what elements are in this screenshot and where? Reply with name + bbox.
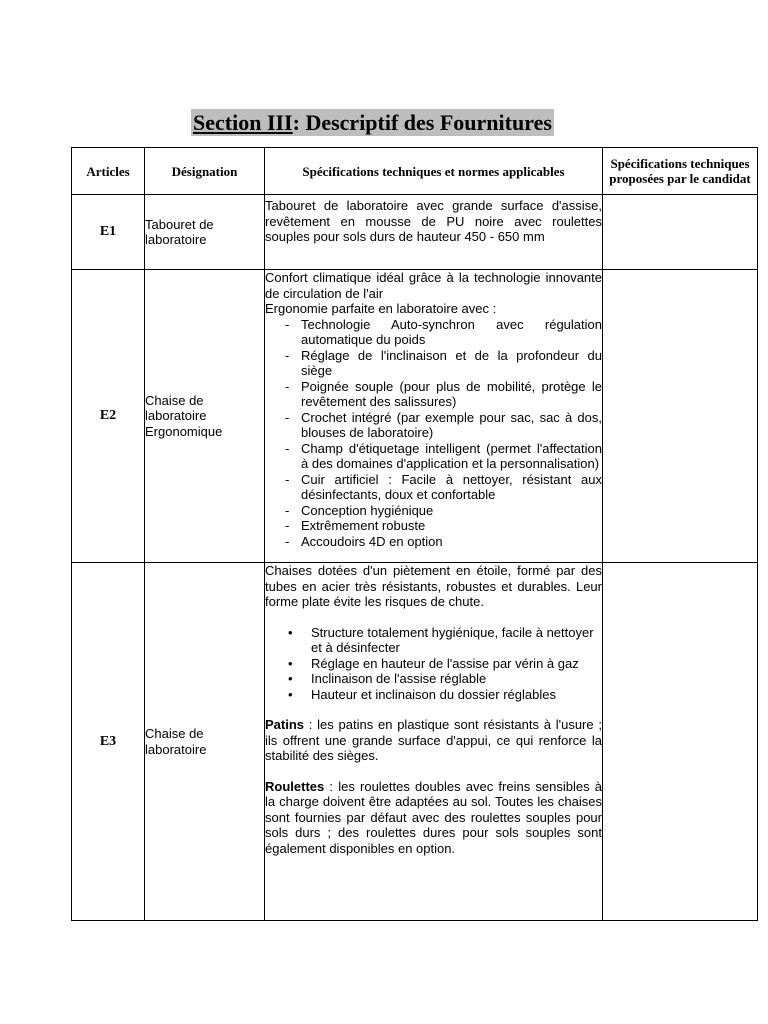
spec-intro: Confort climatique idéal grâce à la technologie innovante de circulation de l'air — [265, 270, 602, 301]
article-code: E3 — [72, 563, 145, 921]
page-title — [191, 109, 554, 136]
list-item: - Conception hygiénique — [285, 503, 602, 519]
candidate-spec-cell[interactable] — [603, 563, 758, 921]
table-header-row — [72, 148, 758, 195]
spec-dash-list — [265, 317, 602, 550]
list-item: - Cuir artificiel : Facile à nettoyer, résistant aux désinfectants, doux et confortable — [285, 472, 602, 503]
spec-bullet-list — [265, 625, 602, 703]
article-code: E2 — [72, 270, 145, 563]
header-articles: Articles — [72, 148, 145, 195]
spec-intro: Chaises dotées d'un piètement en étoile, formé par des tubes en acier très résistants, robustes et durables. Leur forme plate évite les risques de chute. — [265, 563, 602, 609]
spec-roulettes — [265, 779, 602, 857]
article-code: E1 — [72, 195, 145, 270]
table-row — [72, 195, 758, 270]
list-item: - Crochet intégré (par exemple pour sac, sac à dos, blouses de laboratoire) — [285, 410, 602, 441]
designation-cell: Tabouret de laboratoire — [145, 195, 265, 270]
list-item: - Technologie Auto-synchron avec régulation automatique du poids — [285, 317, 602, 348]
list-item: • Inclinaison de l'assise réglable — [288, 671, 602, 687]
patins-text: : les patins en plastique sont résistants à l'usure ; ils offrent une grande surface d'appui, ce qui renforce la stabilité des sièges. — [265, 717, 602, 763]
page-title-text: : Descriptif des Fournitures — [292, 110, 552, 135]
roulettes-text: : les roulettes doubles avec freins sensibles à la charge doivent être adaptées au sol. Toutes les chaises sont fournies par défaut avec des roulettes souples pour sols durs ; des roulettes dures pour sols souples sont également disponibles en option. — [265, 778, 602, 856]
designation-cell: Chaise de laboratoire Ergonomique — [145, 270, 265, 563]
list-item: - Champ d'étiquetage intelligent (permet l'affectation à des domaines d'application et la personnalisation) — [285, 441, 602, 472]
table-row — [72, 563, 758, 921]
spec-text: Tabouret de laboratoire avec grande surface d'assise, revêtement en mousse de PU noire avec roulettes souples pour sols durs de hauteur 450 - 650 mm — [265, 198, 602, 244]
list-item: - Accoudoirs 4D en option — [285, 534, 602, 550]
list-item: - Extrêmement robuste — [285, 518, 602, 534]
supplies-table — [71, 147, 758, 921]
spec-patins — [265, 717, 602, 764]
patins-label: Patins — [265, 717, 305, 732]
spec-cell — [265, 270, 603, 563]
candidate-spec-cell[interactable] — [603, 270, 758, 563]
spec-cell — [265, 563, 603, 921]
header-specs: Spécifications techniques et normes applicables — [265, 148, 603, 195]
roulettes-label: Roulettes — [265, 778, 325, 794]
candidate-spec-cell[interactable] — [603, 195, 758, 270]
header-designation: Désignation — [145, 148, 265, 195]
table-row — [72, 270, 758, 563]
header-candidate-specs: Spécifications techniques proposées par le candidat — [603, 148, 758, 195]
spec-cell — [265, 195, 603, 270]
list-item: - Poignée souple (pour plus de mobilité, protège le revêtement des salissures) — [285, 379, 602, 410]
spec-intro-2: Ergonomie parfaite en laboratoire avec : — [265, 301, 497, 316]
list-item: - Réglage de l'inclinaison et de la profondeur du siège — [285, 348, 602, 379]
designation-cell: Chaise de laboratoire — [145, 563, 265, 921]
list-item: • Structure totalement hygiénique, facile à nettoyer et à désinfecter — [288, 625, 602, 656]
list-item: • Réglage en hauteur de l'assise par vérin à gaz — [288, 656, 602, 672]
list-item: • Hauteur et inclinaison du dossier réglables — [288, 687, 602, 703]
page-title-section: Section III — [193, 110, 293, 135]
